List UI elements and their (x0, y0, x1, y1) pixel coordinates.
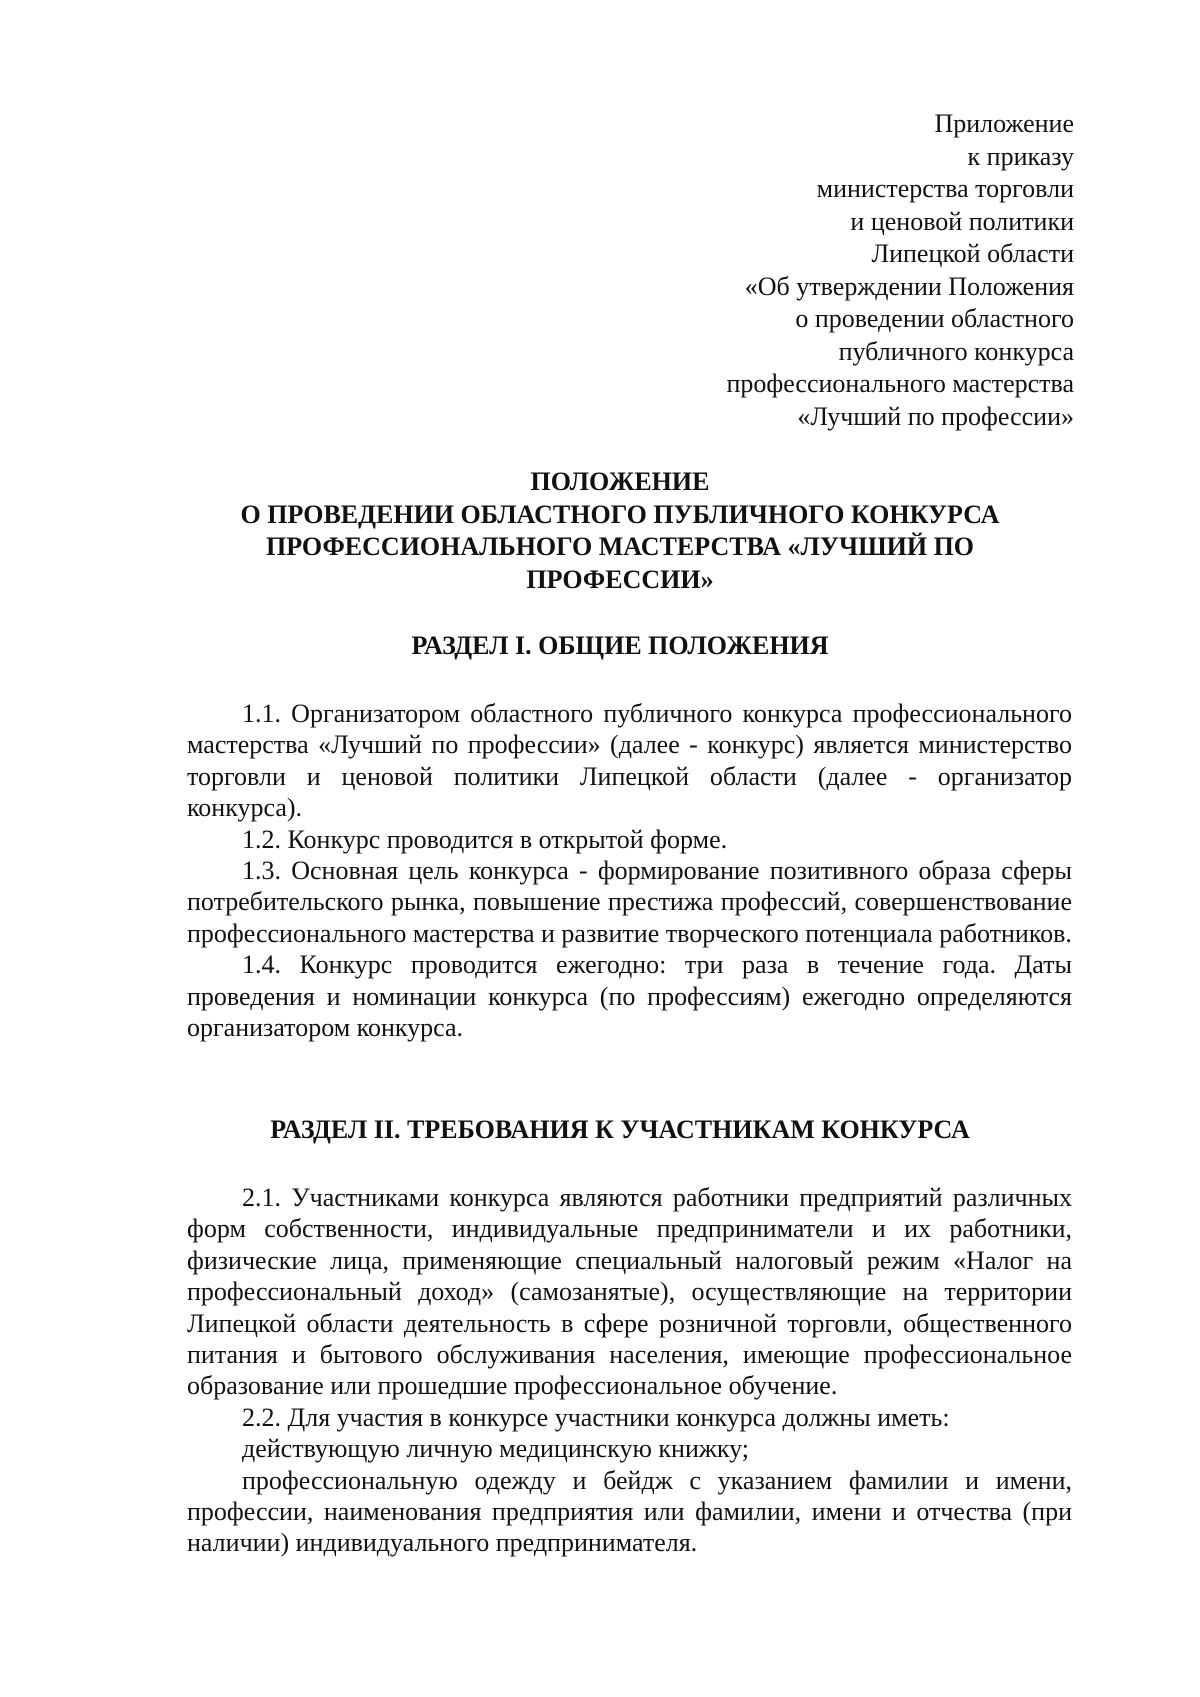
paragraph-1-4: 1.4. Конкурс проводится ежегодно: три раза в течение года. Даты проведения и номинации конкурса (по профессиям) ежегодно определяются организатором конкурса. (187, 950, 1072, 1043)
appendix-line: «Об утверждении Положения (744, 271, 1074, 301)
title-line: ПРОФЕССИИ» (526, 564, 714, 594)
title-line: ПРОФЕССИОНАЛЬНОГО МАСТЕРСТВА «ЛУЧШИЙ ПО (265, 532, 975, 561)
appendix-line: публичного конкурса (838, 336, 1074, 366)
paragraph-1-3: 1.3. Основная цель конкурса - формирование позитивного образа сферы потребительского рынка, повышение престижа профессий, совершенствование профессионального мастерства и развитие творческого потенциала работников. (187, 856, 1072, 948)
appendix-line: Приложение (934, 109, 1074, 138)
appendix-block (726, 108, 1074, 433)
appendix-line: о проведении областного (795, 304, 1074, 333)
appendix-line: профессионального мастерства (726, 369, 1074, 398)
paragraph-2-2: 2.2. Для участия в конкурсе участники конкурса должны иметь: (242, 1402, 950, 1432)
appendix-line: «Лучший по профессии» (797, 401, 1074, 431)
appendix-line: Липецкой области (871, 239, 1074, 268)
section-2-body (187, 1182, 1072, 1559)
section-2-heading: РАЗДЕЛ II. ТРЕБОВАНИЯ К УЧАСТНИКАМ КОНКУРСА (270, 1115, 970, 1144)
paragraph-1-2: 1.2. Конкурс проводится в открытой форме. (242, 824, 728, 854)
appendix-line: и ценовой политики (850, 206, 1074, 236)
paragraph-1-1: 1.1. Организатором областного публичного конкурса профессионального мастерства «Лучший по профессии» (далее - конкурс) является министерство торговли и ценовой политики Липецкой области (далее - организатор конкурса). (187, 699, 1072, 823)
appendix-line: министерства торговли (816, 174, 1074, 203)
section-1-body (187, 698, 1072, 1043)
section-1-heading: РАЗДЕЛ I. ОБЩИЕ ПОЛОЖЕНИЯ (411, 631, 829, 660)
paragraph-2-2-item: действующую личную медицинскую книжку; (242, 1434, 749, 1464)
appendix-line: к приказу (967, 141, 1074, 171)
title-line: О ПРОВЕДЕНИИ ОБЛАСТНОГО ПУБЛИЧНОГО КОНКУРСА (240, 499, 1000, 529)
document-title (160, 466, 1080, 596)
title-line: ПОЛОЖЕНИЕ (530, 467, 710, 496)
paragraph-2-1: 2.1. Участниками конкурса являются работники предприятий различных форм собственности, индивидуальные предприниматели и их работники, физические лица, применяющие специальный налоговый режим «Налог на профессиональный доход» (самозанятые), осуществляющие на территории Липецкой области деятельность в сфере розничной торговли, общественного питания и бытового обслуживания населения, имеющие профессиональное образование или прошедшие профессиональное обучение. (187, 1183, 1072, 1401)
paragraph-2-2-item: профессиональную одежду и бейдж с указанием фамилии и имени, профессии, наименования предприятия или фамилии, имени и отчества (при наличии) индивидуального предпринимателя. (187, 1465, 1072, 1558)
